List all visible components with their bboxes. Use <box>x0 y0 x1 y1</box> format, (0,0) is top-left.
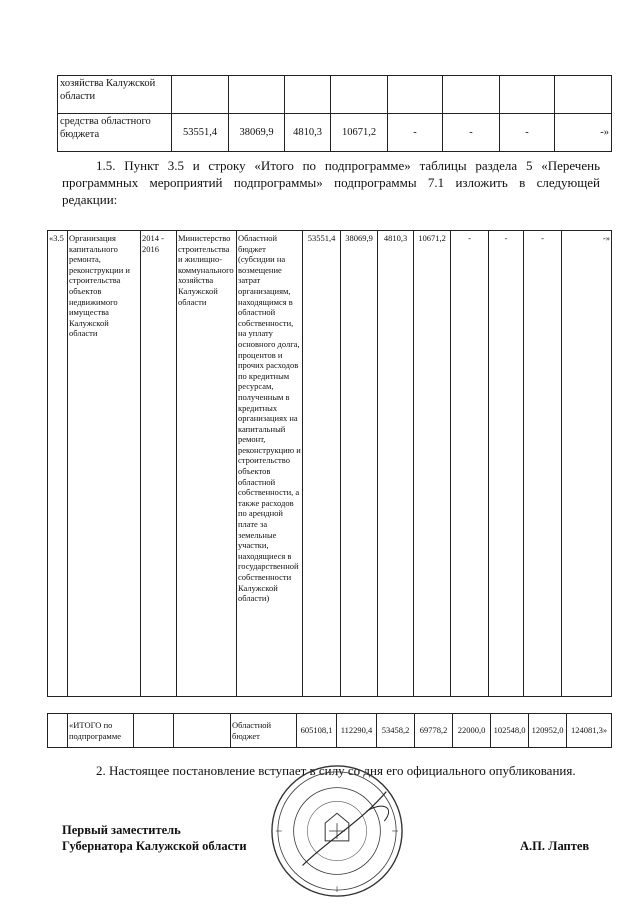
executor: Министерство строительства и жилищно-коммунального хозяйства Калужской области <box>177 231 237 697</box>
paragraph-2: 2. Настоящее постановление вступает в силу со дня его официального опубликования. <box>96 763 576 778</box>
table-row <box>58 76 612 114</box>
value-cell: 124081,3» <box>567 714 612 748</box>
value-cell: -» <box>562 231 612 697</box>
row-label: средства областного бюджета <box>58 114 172 152</box>
value-cell: 605108,1 <box>297 714 337 748</box>
table-fragment <box>57 75 612 152</box>
value-cell: 53551,4 <box>303 231 341 697</box>
table-row <box>58 114 612 152</box>
program-table <box>47 230 612 697</box>
value-cell: 38069,9 <box>341 231 378 697</box>
table-row <box>48 231 612 697</box>
position-line-2: Губернатора Калужской области <box>62 839 247 853</box>
funding-source: Областной бюджет (субсидии на возмещение затрат организациям, находящимся в областной собственности, на уплату основного долга, процентов и прочих расходов по кредитным ресурсам, полученным в кредитных организациях на капитальный ремонт, реконструкцию и строительство объектов областной собственности, а также расходов по арендной плате за земельные участки, находящиеся в государственной собственности Калужской области) <box>237 231 303 697</box>
value-cell: 53551,4 <box>172 114 229 152</box>
table-row <box>48 714 612 748</box>
total-table <box>47 713 612 748</box>
position-line-1: Первый заместитель <box>62 823 181 837</box>
value-cell: 112290,4 <box>337 714 377 748</box>
value-cell: 53458,2 <box>377 714 415 748</box>
value-cell: - <box>443 114 500 152</box>
value-cell: 4810,3 <box>378 231 414 697</box>
value-cell: 120952,0 <box>529 714 567 748</box>
value-cell: - <box>451 231 489 697</box>
paragraph-1-5: 1.5. Пункт 3.5 и строку «Итого по подпрограмме» таблицы раздела 5 «Перечень программных мероприятий подпрограммы» подпрограммы 7.1 изложить в следующей редакции: <box>62 158 600 207</box>
row-number: «3.5 <box>48 231 68 697</box>
row-label: хозяйства Калужской области <box>58 76 172 114</box>
official-stamp <box>268 762 406 900</box>
value-cell: 10671,2 <box>331 114 388 152</box>
funding-source: Областной бюджет <box>231 714 297 748</box>
value-cell: 102548,0 <box>491 714 529 748</box>
total-label: «ИТОГО по подпрограмме <box>68 714 134 748</box>
value-cell: - <box>500 114 555 152</box>
value-cell: 4810,3 <box>285 114 331 152</box>
signature-name: А.П. Лаптев <box>520 839 590 853</box>
signature-position <box>62 822 247 854</box>
value-cell: 38069,9 <box>229 114 285 152</box>
value-cell: - <box>388 114 443 152</box>
value-cell: - <box>524 231 562 697</box>
value-cell: 69778,2 <box>415 714 453 748</box>
value-cell: 10671,2 <box>414 231 451 697</box>
value-cell: - <box>489 231 524 697</box>
value-cell: 22000,0 <box>453 714 491 748</box>
value-cell: -» <box>555 114 612 152</box>
measure-name: Организация капитального ремонта, реконструкции и строительства объектов недвижимого имущества Калужской области <box>68 231 141 697</box>
years: 2014 - 2016 <box>141 231 177 697</box>
